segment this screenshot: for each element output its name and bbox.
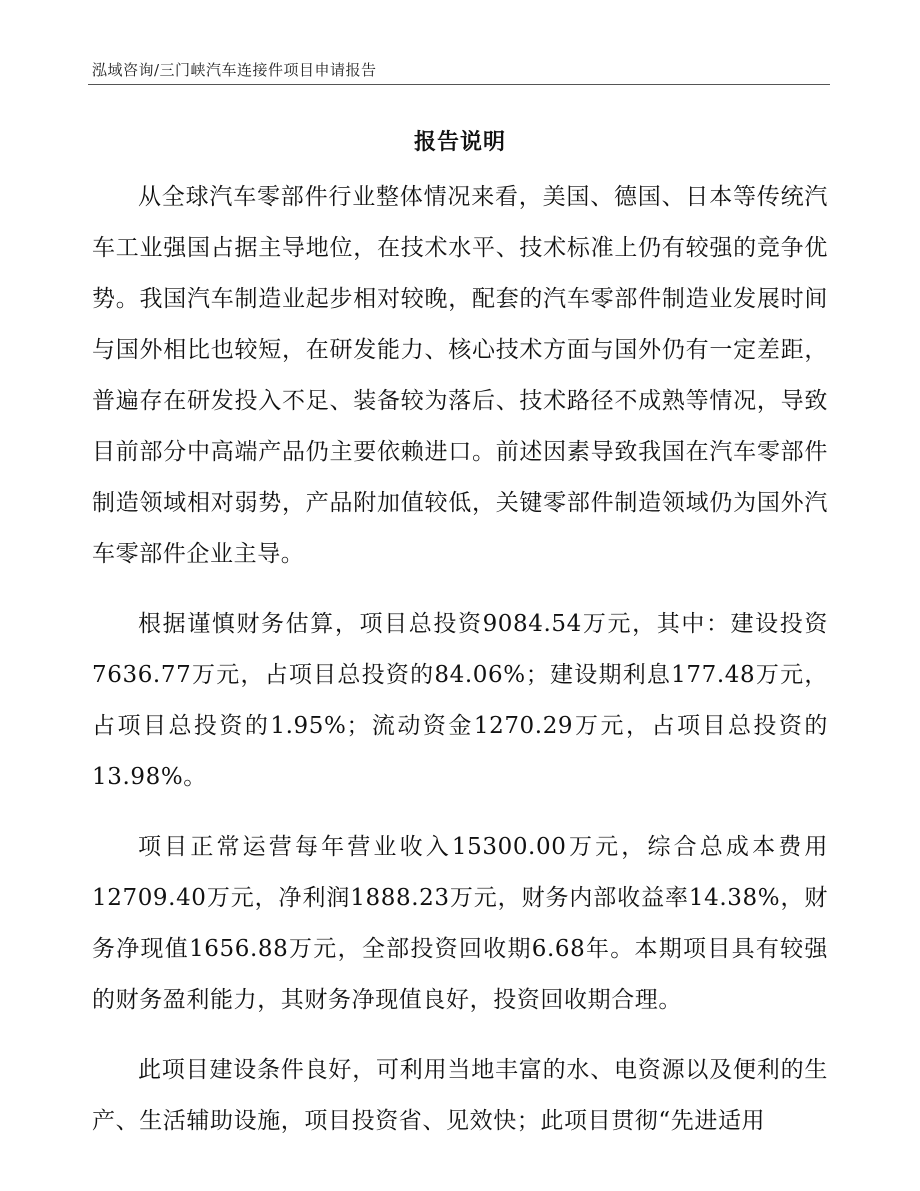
paragraph-industry-overview: 从全球汽车零部件行业整体情况来看，美国、德国、日本等传统汽车工业强国占据主导地位，在技术水平、技术标准上仍有较强的竞争优势。我国汽车制造业起步相对较晚，配套的汽车零部件制造业发展时间与国外相比也较短，在研发能力、核心技术方面与国外仍有一定差距，普遍存在研发投入不足、装备较为落后、技术路径不成熟等情况，导致目前部分中高端产品仍主要依赖进口。前述因素导致我国在汽车零部件制造领域相对弱势，产品附加值较低，关键零部件制造领域仍为国外汽车零部件企业主导。 <box>92 184 828 567</box>
paragraph-construction-conditions: 此项目建设条件良好，可利用当地丰富的水、电资源以及便利的生产、生活辅助设施，项目投资省、见效快；此项目贯彻“先进适用 <box>92 1057 828 1134</box>
header-rule <box>88 84 830 85</box>
paragraph-financial-results: 项目正常运营每年营业收入15300.00万元，综合总成本费用12709.40万元，净利润1888.23万元，财务内部收益率14.38%，财务净现值1656.88万元，全部投资回收期6.68年。本期项目具有较强的财务盈利能力，其财务净现值良好，投资回收期合理。 <box>92 834 828 1013</box>
running-header: 泓域咨询/三门峡汽车连接件项目申请报告 <box>92 61 377 79</box>
paragraph-investment-estimate: 根据谨慎财务估算，项目总投资9084.54万元，其中：建设投资7636.77万元，占项目总投资的84.06%；建设期利息177.48万元，占项目总投资的1.95%；流动资金1270.29万元，占项目总投资的13.98%。 <box>92 611 828 790</box>
document-body <box>92 172 828 1147</box>
section-title: 报告说明 <box>413 129 506 155</box>
